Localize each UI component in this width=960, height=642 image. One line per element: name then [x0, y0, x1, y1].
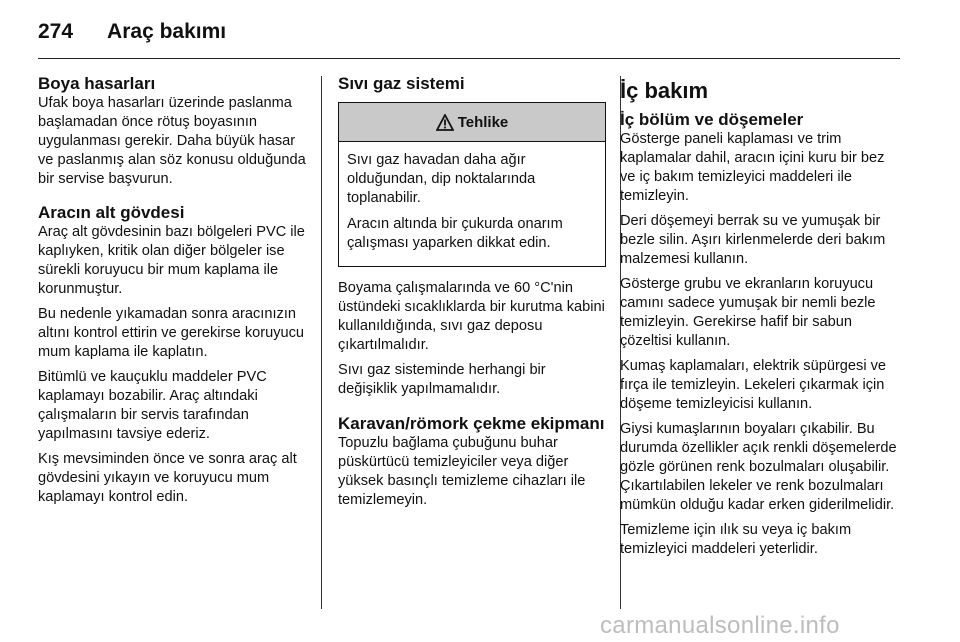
- warning-text-2: Aracın altında bir çukurda onarım çalışması yaparken dikkat edin.: [347, 216, 563, 251]
- heading-interior-care: İç bakım: [620, 78, 709, 103]
- watermark: carmanualsonline.info: [600, 612, 840, 639]
- paragraph-interior-6: Temizleme için ılık su veya iç bakım temizleyici maddeleri yeterlidir.: [620, 522, 852, 557]
- paragraph-interior-3: Gösterge grubu ve ekranların koruyucu camını sadece yumuşak bir nemli bezle temizleyin. Gerekirse hafif bir sabun çözeltisi kullanın.: [620, 276, 876, 349]
- warning-body: [339, 142, 605, 266]
- column-middle: [338, 74, 606, 516]
- paragraph-lpg-1: Boyama çalışmalarında ve 60 °C'nin üstündeki sıcaklıklarda bir kurutma kabini kullanıldığında, sıvı gaz deposu çıkartılmalıdır.: [338, 280, 605, 353]
- paragraph-interior-2: Deri döşemeyi berrak su ve yumuşak bir bezle silin. Aşırı kirlenmelerde deri bakım malzemesi kullanın.: [620, 213, 886, 267]
- heading-underbody: Aracın alt gövdesi: [38, 203, 185, 222]
- warning-triangle-icon: [436, 114, 454, 131]
- paragraph-underbody-3: Bitümlü ve kauçuklu maddeler PVC kaplamayı bozabilir. Araç altındaki çalışmaların bir servis tarafından yapılmasını tavsiye ederiz.: [38, 369, 267, 442]
- paragraph-interior-4: Kumaş kaplamaları, elektrik süpürgesi ve fırça ile temizleyin. Lekeleri çıkarmak için döşeme temizleyicisi kullanın.: [620, 358, 887, 412]
- paragraph-lpg-2: Sıvı gaz sisteminde herhangi bir değişiklik yapılmamalıdır.: [338, 362, 546, 397]
- paragraph-interior-1: Gösterge paneli kaplaması ve trim kaplamalar dahil, aracın içini kuru bir bez ve iç bakım temizleyici maddeleri ile temizleyin.: [620, 131, 885, 204]
- column-divider-1: [321, 76, 322, 609]
- paragraph-towing: Topuzlu bağlama çubuğunu buhar püskürtücü temizleyiciler veya diğer yüksek basınçlı temizleme cihazları ile temizlemeyin.: [338, 435, 586, 508]
- warning-text-1: Sıvı gaz havadan daha ağır olduğundan, dip noktalarında toplanabilir.: [347, 152, 536, 206]
- warning-box: [338, 102, 606, 267]
- heading-lpg-system: Sıvı gaz sistemi: [338, 74, 465, 93]
- paragraph-paint-damage: Ufak boya hasarları üzerinde paslanma başlamadan önce rötuş boyasının uygulanması gerekir. Daha büyük hasar ve paslanmış alan söz konusu olduğunda bir servise başvurun.: [38, 95, 306, 187]
- paragraph-interior-5: Giysi kumaşlarının boyaları çıkabilir. Bu durumda özellikler açık renkli döşemelerde gözle görünen renk bozulmaları oluşabilir. Çıkartılabilen lekeler ve renk bozulmaları mümkün olduğu kadar erken giderilmelidir.: [620, 421, 897, 513]
- heading-paint-damage: Boya hasarları: [38, 74, 156, 93]
- page-header: [38, 20, 226, 44]
- heading-interior-trim: İç bölüm ve döşemeler: [620, 110, 804, 129]
- section-title: Araç bakımı: [107, 20, 227, 43]
- paragraph-underbody-4: Kış mevsiminden önce ve sonra araç alt gövdesini yıkayın ve koruyucu mum kaplamayı kontrol edin.: [38, 451, 297, 505]
- header-rule: [38, 58, 900, 59]
- warning-title: Tehlike: [457, 113, 509, 131]
- column-left: [38, 74, 310, 513]
- paragraph-underbody-2: Bu nedenle yıkamadan sonra aracınızın altını kontrol ettirin ve gerekirse koruyucu mum kaplama ile kaplatın.: [38, 306, 305, 360]
- heading-towing-equipment: Karavan/römork çekme ekipmanı: [338, 414, 605, 433]
- paragraph-underbody-1: Araç alt gövdesinin bazı bölgeleri PVC ile kaplıyken, kritik olan diğer bölgeler ise sürekli koruyucu bir mum kaplama ile korunmuştur.: [38, 224, 305, 297]
- warning-header: [339, 103, 605, 142]
- page-number: 274: [38, 20, 74, 43]
- column-right: [620, 74, 903, 565]
